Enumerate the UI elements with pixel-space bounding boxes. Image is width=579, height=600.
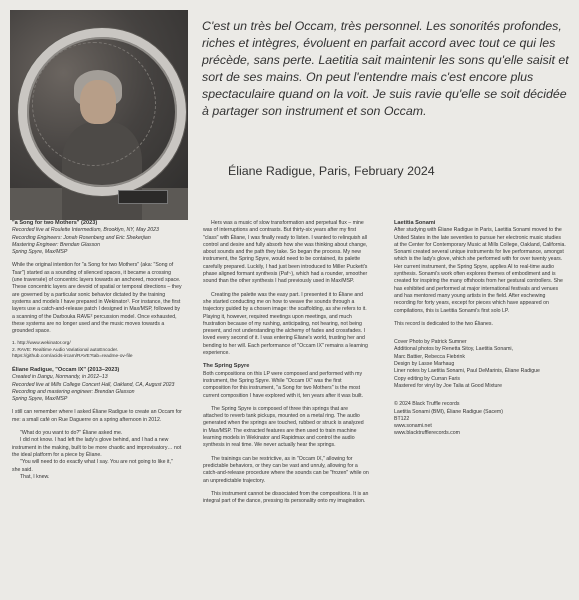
footnote: https://github.com/acids-ircam/RAVE?tab=readme-ov-file bbox=[12, 354, 133, 360]
song-body: While the original intention for "a Song for two Mothers" (aka: "Song of Tsar") started as a sounding of silenced spaces, it became a crossing (une traversée) of concentric layers towards an anchored, moored space. These concentric layers are devoid of spatial or temporal directions – they are governed by a particular sonic behavior dictated by the training systems and models I have prepared in Wekinator¹. For instance, the first layers use a catch-and-release patch I designed in Max/MSP, followed by a scanning of the Darbouka RAVE² percussion model. Once exhausted, these systems are no longer used and the music moves towards a grounded space. bbox=[12, 262, 182, 335]
credit-line: Liner notes by Laetitia Sonami, Paul DeMarinis, Éliane Radigue bbox=[394, 368, 540, 375]
occam-paragraph: I did not know. I had left the lady's glove behind, and I had a new instrument in the making, built to be more chaotic and improvisatory… not the ideal platform for a piece by Éliane. bbox=[12, 437, 182, 458]
legal-line: Laetitia Sonami (BMI), Éliane Radigue (Sacem) bbox=[394, 408, 503, 415]
bio-text: After studying with Éliane Radigue in Paris, Laetitia Sonami moved to the United States in the late seventies to pursue her electronic music studies at the Center for Contemporary Music at Mills College, Oakland, California. Sonami created several unique instruments for live performance, amongst which is the lady's glove, which she performed with for over twenty years. Her current instrument, the Spring Spyre, applies AI to real-time audio synthesis. Sonami's work often explores themes of embodiment and is created for inspiring the many offshoots from her gestural controllers. She has exhibited and performed at major international festivals and venues and has mentored many young artists in the field. After eschewing recording for forty years, except for pieces which have appeared on compilations, this is Laetitia Sonami's first solo LP. bbox=[394, 227, 566, 314]
credit-line: Copy editing by Curran Faris bbox=[394, 375, 461, 382]
paragraph: Hers was a music of slow transformation and perpetual flux – mine was of interruptions and contrasts. But thirty-six years after my first "class" with Éliane, I was finally ready to listen. I wanted to relinquish all control and desire and fully absorb how she was thinking about change, about sounds and the path they take. So began the process. My new instrument, the Spring Spyre, would need to be contained, its palette carefully prepared. Luckily, I had just been introduced to Miller Puckett's phase aligned formant synthesis (Paf~), which had a rounder, smoother sound than the other synthesis I had previously used in Max/MSP. bbox=[203, 220, 368, 285]
paragraph: Both compositions on this LP were composed and performed with my instrument, the Spring Spyre. While "Occam IX" was the first composition for this instrument, "a Song for two Mothers" is the most current composition I have explored with it, ten years after it was built. bbox=[203, 370, 364, 399]
column-left bbox=[12, 220, 182, 481]
column-right bbox=[394, 220, 566, 438]
website-link[interactable]: www.sonami.net bbox=[394, 423, 432, 430]
song-meta: Recorded live at Roulette Intermedium, Brooklyn, NY, May 2023 bbox=[12, 227, 159, 234]
occam-paragraph: I still can remember where I asked Éliane Radigue to create an Occam for me: a small café on Rue Daguerre on a spring afternoon in 2012. bbox=[12, 409, 182, 423]
credit-line: Marc Battier, Rebecca Fiebrink bbox=[394, 353, 465, 360]
catalog-number: BT122 bbox=[394, 415, 410, 422]
credit-line: Mastered for vinyl by Joe Talia at Good Mixture bbox=[394, 382, 503, 389]
song-meta: Recording Engineers: Jonah Rosenberg and Eric Shekerjian bbox=[12, 234, 151, 241]
paragraph: Creating the palette was the easy part. I presented it to Éliane and she started conducting me on how to weave the sounds through a trajectory guided by a chosen image: the scaffolding, as she refers to it. Playing it, however, required meetings upon meetings, and much frustration because of my rushing, anticipating, not hearing, not being present, and not understanding the alchemy of fades and crossfades. I loved every second of it. I was entering Éliane's world, trusting her and bending to her will. Each performance of "Occam IX" remains a learning experience. bbox=[203, 291, 368, 357]
cover-photo bbox=[10, 10, 188, 220]
footnote: 2. RAVE: Realtime Audio Variational autoEncoder. bbox=[12, 347, 119, 353]
occam-meta: Recorded live at Mills College Concert Hall, Oakland, CA, August 2023 bbox=[12, 381, 175, 388]
song-meta: Spring Spyre, Max/MSP bbox=[12, 249, 68, 256]
occam-meta: Created in Dangu, Normandy, in 2012–13 bbox=[12, 374, 108, 381]
occam-paragraph: "What do you want to do?" Éliane asked me. bbox=[20, 430, 123, 437]
legal-line: © 2024 Black Truffle records bbox=[394, 401, 460, 408]
spyre-title: The Spring Spyre bbox=[203, 363, 250, 370]
occam-paragraph: That, I knew. bbox=[20, 473, 50, 480]
paragraph: The trainings can be restrictive, as in "Occam IX," allowing for predictable behaviors, or they can be vast and unruly, allowing for a catch-and-release procedure where the sounds can be "frozen" while on an unpredictable trajectory. bbox=[203, 455, 369, 484]
paragraph: The Spring Spyre is composed of three thin springs that are attached to reverb tank pickups, mounted on a metal ring. The audio generated when the springs are touched, rubbed or struck is analyzed in Max/MSP. The extracted features are then used to train machine learning models in Wekinator and Rapidmax and control the audio synthesis in real time. We never actually hear the springs. bbox=[203, 405, 364, 449]
dedication: This record is dedicated to the two Élianes. bbox=[394, 320, 493, 327]
credit-line: Cover Photo by Patrick Sumner bbox=[394, 339, 467, 346]
quote-attribution: Éliane Radigue, Paris, February 2024 bbox=[228, 164, 435, 178]
column-middle bbox=[203, 220, 369, 511]
occam-meta: Recording and mastering engineer: Brendan Glasson bbox=[12, 388, 135, 395]
footnote: 1. http://www.wekinator.org/ bbox=[12, 341, 71, 347]
credit-line: Additional photos by Renetta Sitoy, Laetitia Sonami, bbox=[394, 346, 514, 353]
occam-meta: Spring Spyre, Max/MSP bbox=[12, 396, 68, 403]
paragraph: This instrument cannot be dissociated from the compositions. It is an integral part of the dance, pressing its personality onto my imagination. bbox=[203, 490, 369, 505]
occam-title: Éliane Radigue, "Occam IX" (2013–2023) bbox=[12, 366, 120, 373]
song-meta: Mastering Engineer: Brendan Glasson bbox=[12, 241, 100, 248]
song-title: "a Song for two Mothers" (2023) bbox=[12, 220, 98, 226]
bio-title: Laetitia Sonami bbox=[394, 220, 436, 226]
website-link[interactable]: www.blacktrufflerecords.com bbox=[394, 430, 460, 437]
credit-line: Design by Lasse Marhaug bbox=[394, 361, 455, 368]
occam-paragraph: "You will need to do exactly what I say. You are not going to like it," she said. bbox=[12, 459, 173, 473]
pull-quote: C'est un très bel Occam, très personnel. Les sonorités profondes, riches et intègres, évoluent en parfait accord avec tout ce qui les précède, sans perte. Laetitia sait maintenir les sons qu'elle saisit et sort de ses mains. On peut l'entendre mais c'est encore plus spectaculaire quand on la voit. Je suis ravie qu'elle se soit décidée à partager son instrument et son Occam. bbox=[202, 19, 569, 119]
